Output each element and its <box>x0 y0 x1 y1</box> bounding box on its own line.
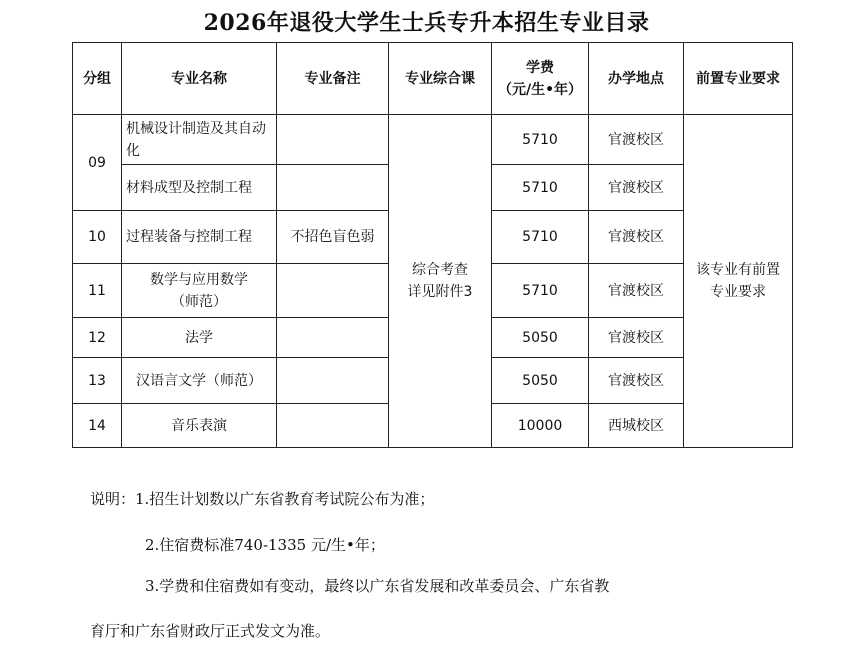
major-name-cell: 数学与应用数学 （师范） <box>122 264 277 318</box>
remark-cell <box>277 404 389 448</box>
major-catalog-table <box>72 42 793 448</box>
remark-cell <box>277 318 389 358</box>
group-cell: 12 <box>73 318 122 358</box>
header-prerequisite: 前置专业要求 <box>684 43 793 115</box>
note-line-4: 育厅和广东省财政厅正式发文为准。 <box>90 622 331 640</box>
fee-cell: 5050 <box>492 318 589 358</box>
location-cell: 官渡校区 <box>589 211 684 264</box>
fee-cell: 5710 <box>492 211 589 264</box>
header-row <box>73 43 793 115</box>
remark-cell <box>277 358 389 404</box>
group-cell: 14 <box>73 404 122 448</box>
major-name-cell: 汉语言文学（师范） <box>122 358 277 404</box>
location-cell: 官渡校区 <box>589 318 684 358</box>
note-line-1: 说明：1.招生计划数以广东省教育考试院公布为准； <box>90 490 435 508</box>
remark-cell <box>277 264 389 318</box>
header-major-name: 专业名称 <box>122 43 277 115</box>
header-group: 分组 <box>73 43 122 115</box>
group-cell: 13 <box>73 358 122 404</box>
major-name-cell: 机械设计制造及其自动化 <box>122 115 277 165</box>
group-cell: 09 <box>73 115 122 211</box>
fee-cell: 10000 <box>492 404 589 448</box>
location-cell: 官渡校区 <box>589 115 684 165</box>
page-title: 2026年退役大学生士兵专升本招生专业目录 <box>203 10 650 36</box>
note-line-2: 2.住宿费标准740-1335 元/生•年； <box>145 536 385 554</box>
fee-cell: 5710 <box>492 264 589 318</box>
course-cell: 综合考查 详见附件3 <box>389 115 492 448</box>
major-name-cell: 材料成型及控制工程 <box>122 165 277 211</box>
header-comprehensive-course: 专业综合课 <box>389 43 492 115</box>
note-line-3: 3.学费和住宿费如有变动，最终以广东省发展和改革委员会、广东省教 <box>145 577 610 595</box>
major-name-cell: 法学 <box>122 318 277 358</box>
table-row <box>73 115 793 165</box>
fee-cell: 5710 <box>492 115 589 165</box>
major-name-cell: 音乐表演 <box>122 404 277 448</box>
location-cell: 官渡校区 <box>589 165 684 211</box>
fee-cell: 5050 <box>492 358 589 404</box>
group-cell: 10 <box>73 211 122 264</box>
header-location: 办学地点 <box>589 43 684 115</box>
location-cell: 官渡校区 <box>589 358 684 404</box>
location-cell: 官渡校区 <box>589 264 684 318</box>
fee-cell: 5710 <box>492 165 589 211</box>
group-cell: 11 <box>73 264 122 318</box>
remark-cell: 不招色盲色弱 <box>277 211 389 264</box>
prerequisite-cell: 该专业有前置 专业要求 <box>684 115 793 448</box>
major-name-cell: 过程装备与控制工程 <box>122 211 277 264</box>
header-tuition: 学费 （元/生•年） <box>492 43 589 115</box>
remark-cell <box>277 165 389 211</box>
location-cell: 西城校区 <box>589 404 684 448</box>
header-major-remark: 专业备注 <box>277 43 389 115</box>
remark-cell <box>277 115 389 165</box>
